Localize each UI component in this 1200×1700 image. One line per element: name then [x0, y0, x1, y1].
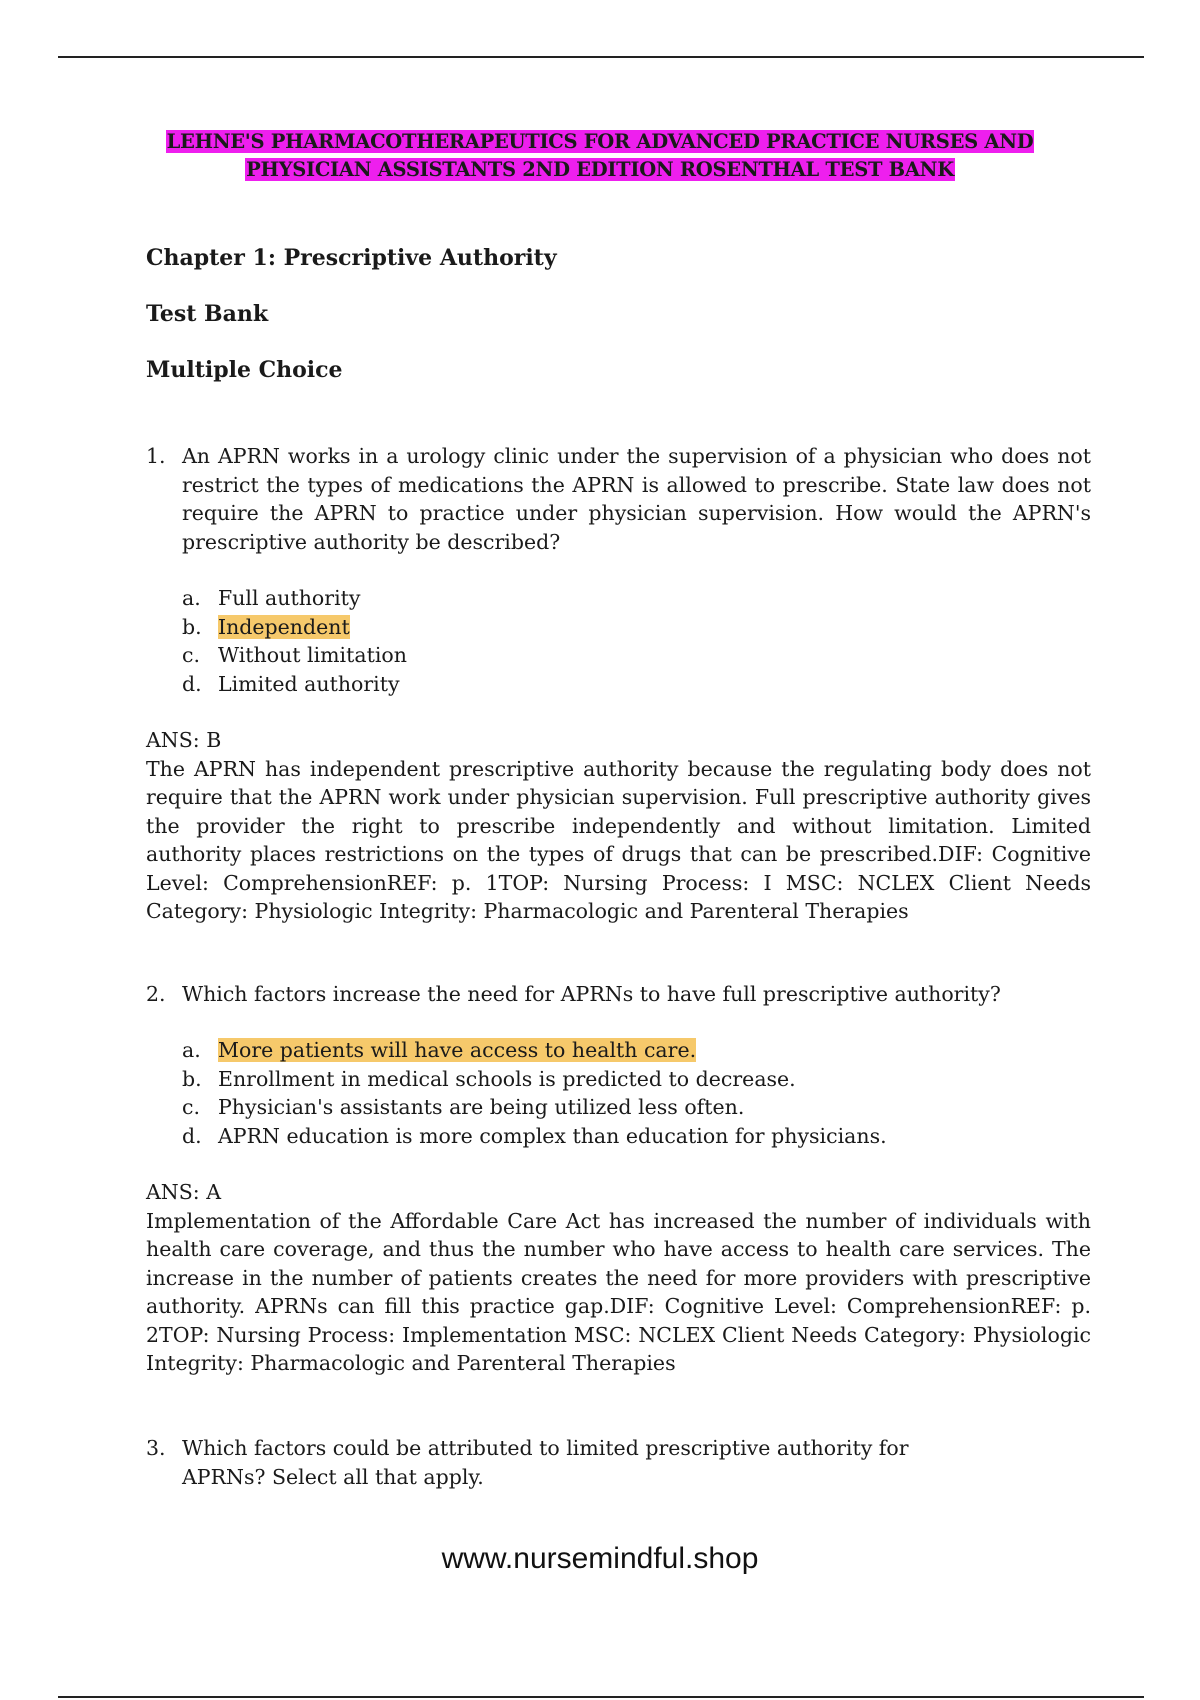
option-text: Without limitation [218, 643, 407, 667]
question-stem: An APRN works in a urology clinic under the supervision of a physician who does not restrict the types of medications the APRN is allowed to prescribe. State law does not require the APRN to practice under physician supervision. How would the APRN's prescriptive authority be described? [182, 444, 1091, 554]
answer-block-2 [146, 1178, 1091, 1378]
question-1-options [182, 584, 407, 698]
stem-line-1: Which factors could be attributed to limited prescriptive authority for [182, 1436, 909, 1460]
answer-key: ANS: A [146, 1180, 222, 1204]
answer-rationale: The APRN has independent prescriptive authority because the regulating body does not require that the APRN work under physician supervision. Full prescriptive authority gives the provider the right to prescribe independently and without limitation. Limited authority places restrictions on the types of drugs that can be prescribed.DIF: Cognitive Level: ComprehensionREF: p. 1TOP: Nursing Process: I MSC: NCLEX Client Needs Category: Physiologic Integrity: Pharmacologic and Parenteral Therapies [146, 756, 1091, 923]
option-text: APRN education is more complex than education for physicians. [218, 1123, 887, 1148]
option-b: b. Independent [182, 614, 350, 639]
document-title [0, 128, 1200, 184]
question-2 [146, 980, 1091, 1009]
question-number: 2. [146, 982, 166, 1006]
question-type-heading: Multiple Choice [146, 357, 343, 383]
title-line-1: LEHNE'S PHARMACOTHERAPEUTICS FOR ADVANCED PRACTICE NURSES AND [166, 130, 1034, 153]
answer-key: ANS: B [146, 728, 222, 752]
option-d: d. APRN education is more complex than education for physicians. [182, 1123, 887, 1148]
option-a: a. Full authority [182, 586, 361, 610]
option-c: c. Without limitation [182, 643, 407, 667]
section-heading: Test Bank [146, 301, 269, 327]
answer-block-1 [146, 726, 1091, 926]
title-line-2: PHYSICIAN ASSISTANTS 2ND EDITION ROSENTHAL TEST BANK [246, 158, 954, 181]
highlighted-answer: More patients will have access to health care. [218, 1038, 697, 1062]
option-b: b. Enrollment in medical schools is predicted to decrease. [182, 1066, 796, 1091]
bottom-rule [58, 1696, 1144, 1698]
footer-url: www.nursemindful.shop [441, 1542, 759, 1575]
question-1 [146, 442, 1091, 556]
top-rule [58, 56, 1144, 58]
question-stem: Which factors increase the need for APRNs to have full prescriptive authority? [182, 982, 1001, 1006]
option-d: d. Limited authority [182, 671, 400, 696]
option-text: Full authority [218, 586, 361, 610]
answer-rationale: Implementation of the Affordable Care Act has increased the number of individuals with health care coverage, and thus the number who have access to health care services. The increase in the number of patients creates the need for more providers with prescriptive authority. APRNs can fill this practice gap.DIF: Cognitive Level: ComprehensionREF: p. 2TOP: Nursing Process: Implementation MSC: NCLEX Client Needs Category: Physiologic Integrity: Pharmacologic and Parenteral Therapies [146, 1208, 1091, 1375]
highlighted-answer: Independent [218, 614, 350, 639]
question-number: 1. [146, 444, 166, 468]
question-3 [146, 1434, 1091, 1491]
option-text: Physician's assistants are being utilized less often. [218, 1095, 745, 1119]
question-number: 3. [146, 1436, 166, 1460]
option-a: a. More patients will have access to health care. [182, 1038, 697, 1062]
stem-line-2: APRNs? Select all that apply. [182, 1464, 484, 1489]
chapter-heading: Chapter 1: Prescriptive Authority [146, 245, 557, 271]
option-text: Limited authority [218, 671, 400, 696]
question-2-options [182, 1036, 887, 1150]
question-stem [182, 1434, 1091, 1491]
option-c: c. Physician's assistants are being utilized less often. [182, 1095, 745, 1119]
option-text: Enrollment in medical schools is predicted to decrease. [218, 1066, 796, 1091]
